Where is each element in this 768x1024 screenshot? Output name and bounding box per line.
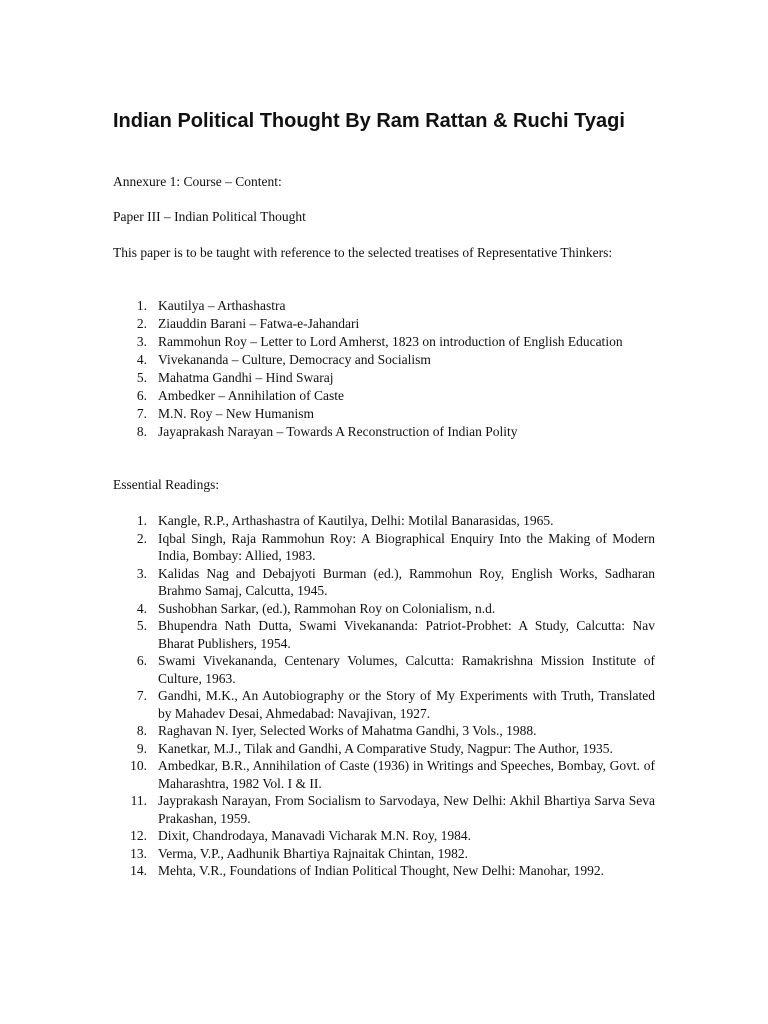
reading-item — [113, 722, 655, 740]
readings-heading: Essential Readings: — [113, 477, 220, 492]
list-item-text: Dixit, Chandrodaya, Manavadi Vicharak M.N. Roy, 1984. — [158, 828, 472, 843]
list-item-number: 14. — [130, 863, 147, 878]
reading-item — [113, 617, 655, 652]
thinker-item — [113, 369, 655, 387]
thinker-item — [113, 423, 655, 441]
thinker-item — [113, 387, 655, 405]
list-item-text: Bhupendra Nath Dutta, Swami Vivekananda: Patriot-Probhet: A Study, Calcutta: Nav Bharat Publishers, 1954. — [158, 618, 655, 651]
reading-item — [113, 862, 655, 880]
list-item-text: Swami Vivekananda, Centenary Volumes, Calcutta: Ramakrishna Mission Institute of Culture, 1963. — [158, 653, 655, 686]
thinkers-list — [113, 297, 655, 441]
intro-paragraph: This paper is to be taught with reference to the selected treatises of Representative Thinkers: — [113, 245, 613, 260]
list-item-number: 13. — [130, 845, 147, 861]
list-item-number: 7. — [136, 688, 147, 703]
list-item-text: Verma, V.P., Aadhunik Bhartiya Rajnaitak Chintan, 1982. — [158, 845, 468, 861]
list-item-number: 1. — [136, 513, 147, 528]
list-item-number: 1. — [136, 298, 147, 313]
list-item-text: Mahatma Gandhi – Hind Swaraj — [158, 370, 334, 385]
list-item-text: Kalidas Nag and Debajyoti Burman (ed.), Rammohun Roy, English Works, Sadharan Brahmo Samaj, Calcutta, 1945. — [158, 565, 655, 598]
list-item-text: Ambedker – Annihilation of Caste — [158, 388, 344, 403]
list-item-number: 4. — [136, 352, 147, 367]
reading-item — [113, 652, 655, 687]
list-item-number: 6. — [136, 388, 147, 403]
list-item-text: M.N. Roy – New Humanism — [158, 406, 314, 421]
thinker-item — [113, 333, 655, 351]
list-item-text: Iqbal Singh, Raja Rammohun Roy: A Biographical Enquiry Into the Making of Modern India, Bombay: Allied, 1983. — [158, 530, 655, 563]
list-item-text: Vivekananda – Culture, Democracy and Socialism — [158, 352, 431, 367]
paper-heading: Paper III – Indian Political Thought — [113, 209, 306, 224]
list-item-text: Kautilya – Arthashastra — [158, 298, 286, 313]
reading-item — [113, 530, 655, 565]
list-item-text: Jayaprakash Narayan – Towards A Reconstruction of Indian Polity — [158, 424, 518, 439]
list-item-text: Gandhi, M.K., An Autobiography or the Story of My Experiments with Truth, Translated by Mahadev Desai, Ahmedabad: Navajivan, 1927. — [158, 688, 655, 721]
reading-item — [113, 565, 655, 600]
reading-item — [113, 827, 655, 845]
reading-item — [113, 687, 655, 722]
list-item-number: 8. — [136, 723, 147, 738]
annexure-heading: Annexure 1: Course – Content: — [113, 174, 282, 189]
reading-item — [113, 740, 655, 758]
list-item-number: 7. — [136, 406, 147, 421]
list-item-number: 5. — [136, 370, 147, 385]
document-title: Indian Political Thought By Ram Rattan & Ruchi Tyagi — [113, 110, 625, 132]
thinker-item — [113, 297, 655, 315]
list-item-number: 9. — [136, 740, 147, 756]
list-item-number: 10. — [130, 758, 147, 773]
reading-item — [113, 792, 655, 827]
list-item-number: 2. — [136, 530, 147, 546]
reading-item — [113, 845, 655, 863]
list-item-text: Rammohun Roy – Letter to Lord Amherst, 1823 on introduction of English Education — [158, 334, 623, 349]
thinker-item — [113, 405, 655, 423]
thinker-item — [113, 315, 655, 333]
list-item-number: 8. — [136, 424, 147, 439]
list-item-number: 3. — [136, 565, 147, 581]
list-item-text: Mehta, V.R., Foundations of Indian Political Thought, New Delhi: Manohar, 1992. — [158, 863, 605, 878]
list-item-number: 4. — [136, 600, 147, 616]
reading-item — [113, 757, 655, 792]
list-item-number: 11. — [130, 793, 147, 808]
thinker-item — [113, 351, 655, 369]
list-item-number: 2. — [136, 316, 147, 331]
list-item-text: Jayprakash Narayan, From Socialism to Sarvodaya, New Delhi: Akhil Bhartiya Sarva Seva Prakashan, 1959. — [158, 793, 655, 826]
list-item-number: 12. — [130, 828, 147, 843]
list-item-text: Ziauddin Barani – Fatwa-e-Jahandari — [158, 316, 360, 331]
list-item-number: 6. — [136, 653, 147, 668]
reading-item — [113, 512, 655, 530]
list-item-number: 3. — [136, 334, 147, 349]
list-item-text: Sushobhan Sarkar, (ed.), Rammohan Roy on Colonialism, n.d. — [158, 600, 496, 616]
list-item-text: Kanetkar, M.J., Tilak and Gandhi, A Comparative Study, Nagpur: The Author, 1935. — [158, 740, 613, 756]
list-item-text: Raghavan N. Iyer, Selected Works of Mahatma Gandhi, 3 Vols., 1988. — [158, 723, 537, 738]
list-item-number: 5. — [136, 618, 147, 633]
reading-item — [113, 600, 655, 618]
list-item-text: Kangle, R.P., Arthashastra of Kautilya, Delhi: Motilal Banarasidas, 1965. — [158, 513, 554, 528]
list-item-text: Ambedkar, B.R., Annihilation of Caste (1936) in Writings and Speeches, Bombay, Govt. of Maharashtra, 1982 Vol. I & II. — [158, 758, 655, 791]
readings-list — [113, 512, 655, 880]
